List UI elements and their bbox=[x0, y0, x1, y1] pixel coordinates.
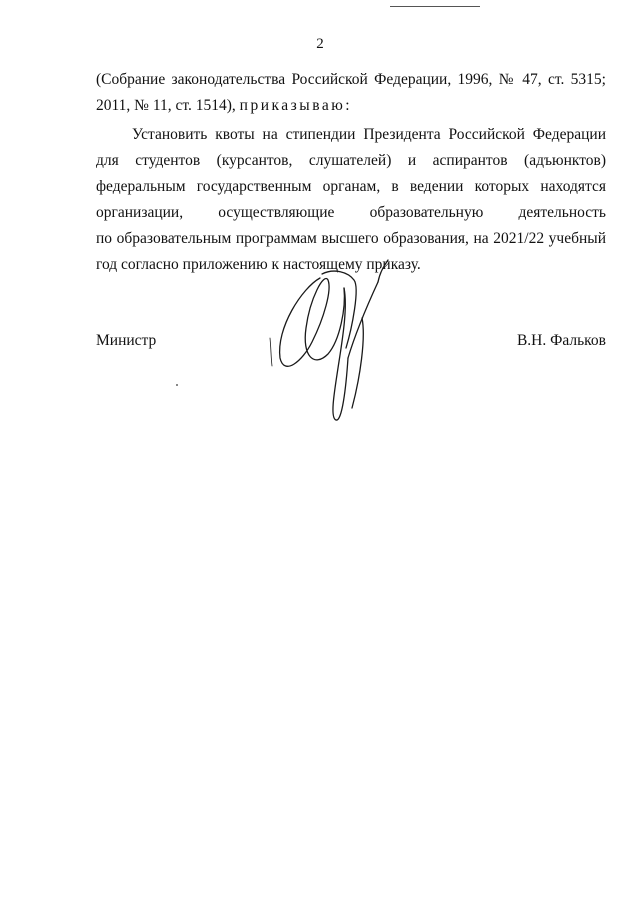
paragraph2-line5: по образовательным программам высшего образования, на 2021/22 учебный bbox=[96, 230, 606, 247]
order-word: приказываю: bbox=[239, 97, 353, 114]
paragraph2-line1: Установить квоты на стипендии Президента Российской Федерации bbox=[132, 126, 606, 143]
paragraph2-line4: организации, осуществляющие образовательную деятельность bbox=[96, 204, 606, 221]
paragraph2-line2: для студентов (курсантов, слушателей) и аспирантов (адъюнктов) bbox=[96, 152, 606, 169]
paragraph1-line1: (Собрание законодательства Российской Федерации, 1996, № 47, ст. 5315; bbox=[96, 71, 606, 88]
scan-artifact-line bbox=[390, 6, 480, 7]
page-number: 2 bbox=[316, 36, 324, 52]
paragraph2-line3: федеральным государственным органам, в ведении которых находятся bbox=[96, 178, 606, 195]
paragraph2-line6: год согласно приложению к настоящему приказу. bbox=[96, 256, 421, 273]
handwritten-signature bbox=[262, 258, 422, 428]
paragraph1-line2 bbox=[96, 96, 606, 116]
scan-speck bbox=[176, 384, 178, 386]
signer-name: В.Н. Фальков bbox=[516, 332, 606, 349]
paragraph1-line2-start: 2011, № 11, ст. 1514), bbox=[96, 97, 236, 114]
signer-position: Министр bbox=[96, 332, 157, 349]
